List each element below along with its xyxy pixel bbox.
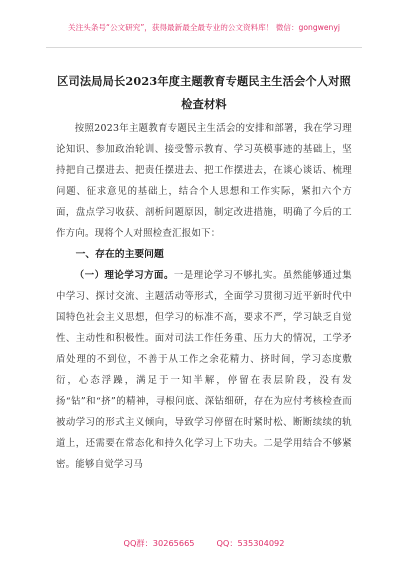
header-promo-text: 关注头条号“公文研究”，获得最新最全最专业的公文资料库！ 微信：gongwenyj [68, 23, 340, 33]
footer-contact [0, 538, 408, 549]
header-divider [46, 47, 362, 48]
section-heading: 一、存在的主要问题 [75, 249, 164, 260]
footer-qq: QQ：535304092 [216, 538, 285, 548]
footer-qq-group: QQ群：30265665 [123, 538, 195, 548]
document-title-line-2: 检查材料 [181, 97, 227, 111]
subsection-heading: （一）理论学习方面。 [74, 270, 174, 281]
header-banner [52, 10, 356, 46]
document-title-line-1: 区司法局局长2023年度主题教育专题民主生活会个人对照 [57, 74, 351, 88]
document-body [56, 118, 352, 475]
subsection-paragraph [56, 265, 352, 475]
subsection-text: 一是理论学习不够扎实。虽然能够通过集中学习、探讨交流、主题活动等形式，全面学习贯彻习近平新时代中国特色社会主义思想，但学习的标准不高，要求不严，学习缺乏自觉性、主动性和积极性。面对司法工作任务重、压力大的情况，工学矛盾处理的不到位，不善于从工作之余花精力、挤时间，学习态度敷衍，心态浮躁，满足于一知半解，停留在表层阶段，没有发扬“钻”和“挤”的精神，寻根问底、深钻细研，存在为应付考核检查而被动学习的形式主义倾向，导致学习停留在时紧时松、断断续续的轨道上，还需要在常态化和持久化学习上下功夫。二是学用结合不够紧密。能够自觉学习马 [56, 270, 352, 470]
intro-paragraph: 按照2023年主题教育专题民主生活会的安排和部署，我在学习理论知识、参加政治轮训、接受警示教育、学习英模事迹的基础上，坚持把自己摆进去、把责任摆进去、把工作摆进去，在谈心谈话、梳理问题、征求意见的基础上，结合个人思想和工作实际，紧扣六个方面，盘点学习收获、剖析问题原因，制定改进措施，明确了今后的工作方向。现将个人对照检查汇报如下： [56, 123, 352, 239]
document-title [56, 70, 352, 116]
